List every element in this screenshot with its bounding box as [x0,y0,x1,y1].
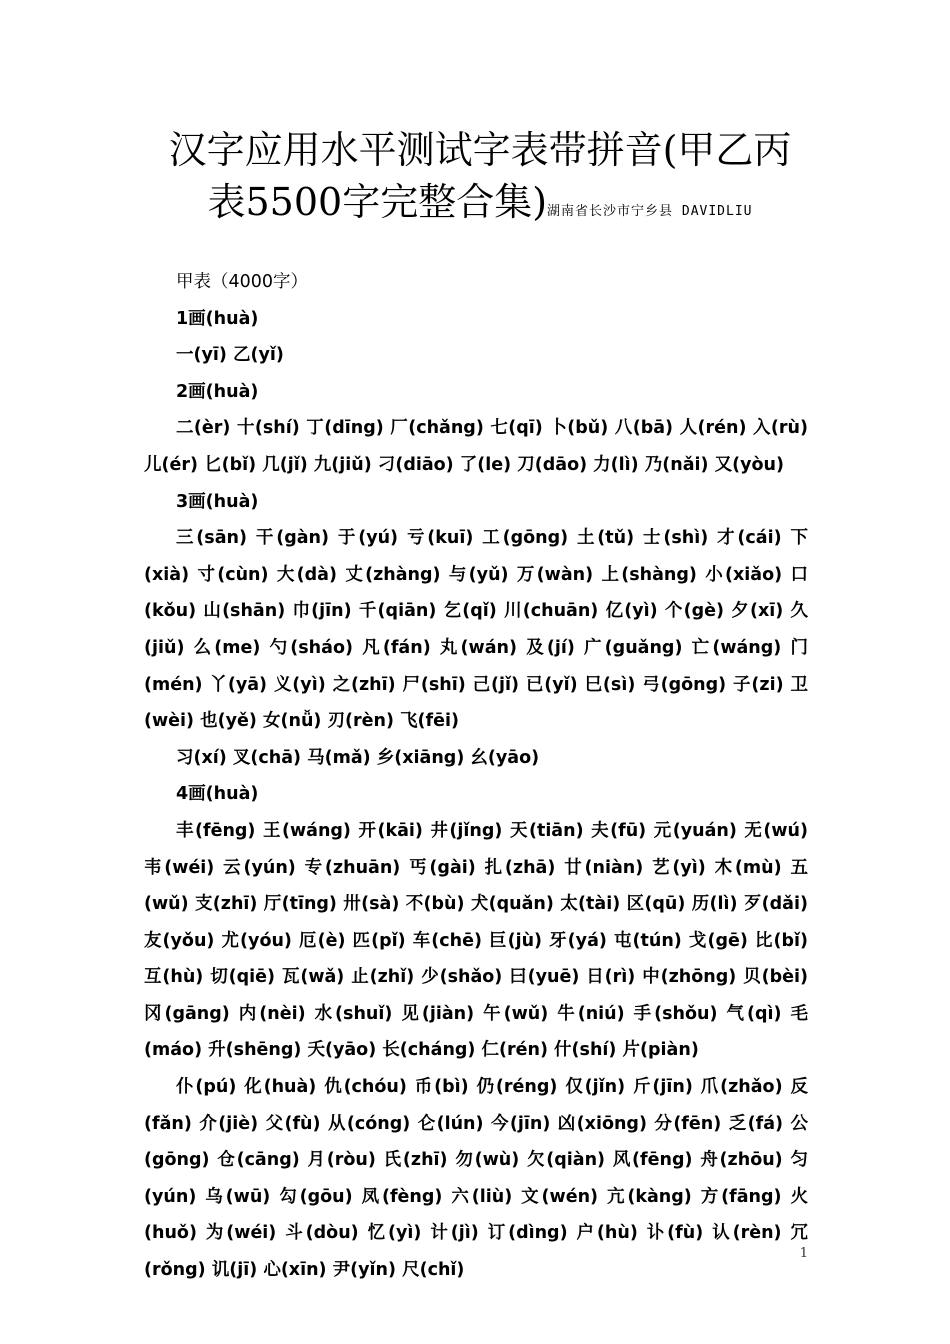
page-number: 1 [799,1246,808,1261]
character-paragraph: 二(èr) 十(shí) 丁(dīng) 厂(chǎng) 七(qī) 卜(bǔ) 八(bā) 人(rén) 入(rù) 儿(ér) 匕(bǐ) 几(jǐ) 九(jiǔ) 刁(diāo) 了(le) 刀(dāo) 力(lì) 乃(nǎi) 又(yòu) [144,418,808,475]
character-paragraph: 一(yī) 乙(yǐ) [176,345,284,366]
character-paragraph: 习(xí) 叉(chā) 马(mǎ) 乡(xiāng) 幺(yāo) [176,747,540,768]
character-paragraph: 仆(pú) 化(huà) 仇(chóu) 币(bì) 仍(réng) 仅(jǐn) 斤(jīn) 爪(zhǎo) 反(fǎn) 介(jiè) 父(fù) 从(cóng) 仑(lún) 今(jīn) 凶(xiōng) 分(fēn) 乏(fá) 公(gōng) 仓(cāng) 月(ròu) 氏(zhī) 勿(wù) 欠(qiàn) 风(fēng) 舟(zhōu) 匀(yún) 乌(wū) 勾(gōu) 凤(fèng) 六(liù) 文(wén) 亢(kàng) 方(fāng) 火(huǒ) 为(wéi) 斗(dòu) 忆(yì) 计(jì) 订(dìng) 户(hù) 讣(fù) 认(rèn) 冗(rǒng) 讥(jī) 心(xīn) 尹(yǐn) 尺(chǐ) [144,1077,808,1281]
document-title-line2: 表5500字完整合集)湖南省长沙市宁乡县 DAVIDLIU [207,180,753,224]
document-body [144,264,808,1289]
section-heading: 1画(huà) [176,308,259,329]
author-line: 湖南省长沙市宁乡县 DAVIDLIU [547,204,753,219]
section-heading: 4画(huà) [176,784,259,805]
character-paragraph: 三(sān) 干(gàn) 于(yú) 亏(kuī) 工(gōng) 土(tǔ) 士(shì) 才(cái) 下(xià) 寸(cùn) 大(dà) 丈(zhàng) 与(yǔ) 万(wàn) 上(shàng) 小(xiǎo) 口(kǒu) 山(shān) 巾(jīn) 千(qiān) 乞(qǐ) 川(chuān) 亿(yì) 个(gè) 夕(xī) 久(jiǔ) 么(me) 勺(sháo) 凡(fán) 丸(wán) 及(jí) 广(guǎng) 亡(wáng) 门(mén) 丫(yā) 义(yì) 之(zhī) 尸(shī) 己(jǐ) 已(yǐ) 巳(sì) 弓(gōng) 子(zi) 卫(wèi) 也(yě) 女(nǚ) 刃(rèn) 飞(fēi) [144,528,808,732]
section-heading: 3画(huà) [176,491,259,512]
document-title-line1: 汉字应用水平测试字表带拼音(甲乙丙 [168,128,792,172]
document-title-block [140,124,820,238]
character-paragraph: 丰(fēng) 王(wáng) 开(kāi) 井(jǐng) 天(tiān) 夫(fū) 元(yuán) 无(wú) 韦(wéi) 云(yún) 专(zhuān) 丐(gài) 扎(zhā) 廿(niàn) 艺(yì) 木(mù) 五(wǔ) 支(zhī) 厅(tīng) 卅(sà) 不(bù) 犬(quǎn) 太(tài) 区(qū) 历(lì) 歹(dǎi) 友(yǒu) 尤(yóu) 厄(è) 匹(pǐ) 车(chē) 巨(jù) 牙(yá) 屯(tún) 戈(gē) 比(bǐ) 互(hù) 切(qiē) 瓦(wǎ) 止(zhǐ) 少(shǎo) 曰(yuē) 日(rì) 中(zhōng) 贝(bèi) 冈(gāng) 内(nèi) 水(shuǐ) 见(jiàn) 午(wǔ) 牛(niú) 手(shǒu) 气(qì) 毛(máo) 升(shēng) 夭(yāo) 长(cháng) 仁(rén) 什(shí) 片(piàn) [144,820,808,1061]
section-heading: 2画(huà) [176,381,259,402]
section-heading: 甲表（4000字） [176,272,309,292]
